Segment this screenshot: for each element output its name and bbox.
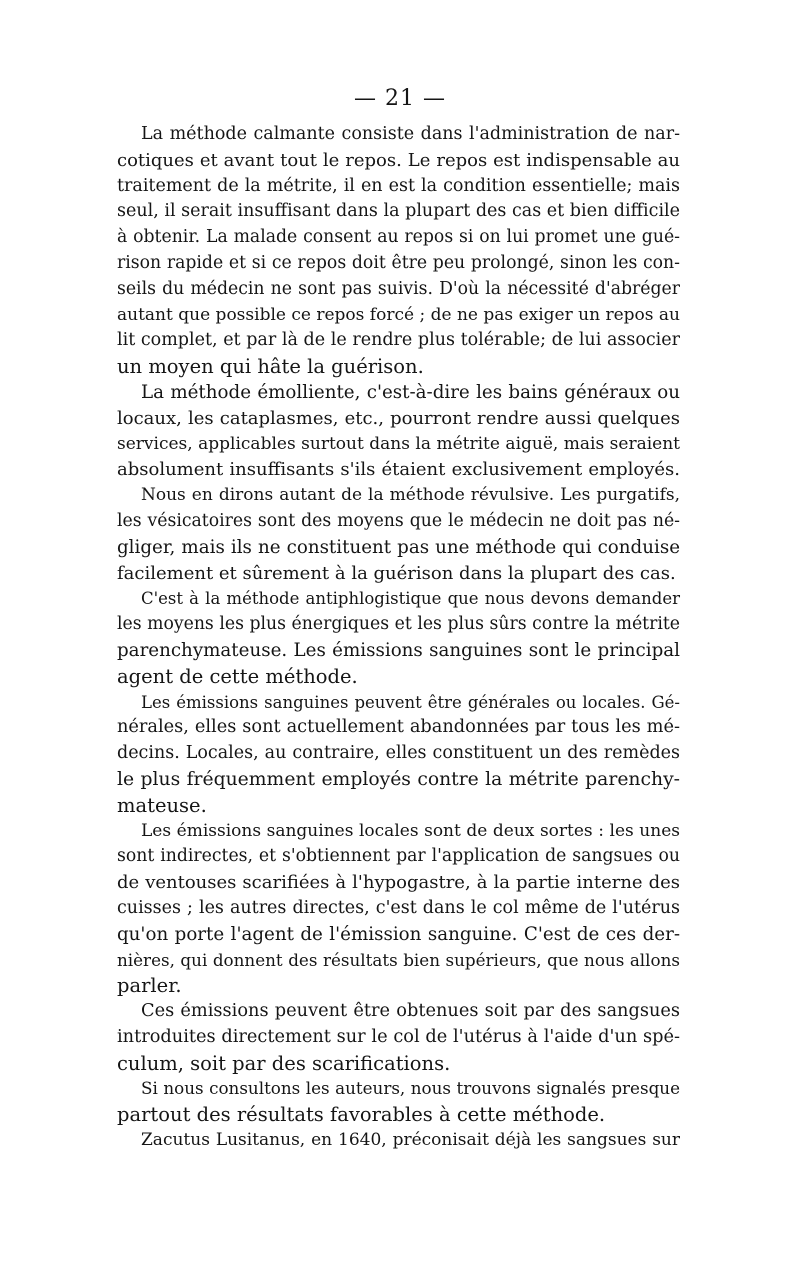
text-line: nérales, elles sont actuellement abandonnées par tous les mé- <box>117 717 680 738</box>
text-line: cotiques et avant tout le repos. Le repos est indispensable au <box>117 149 680 171</box>
text-line: parler. <box>117 974 182 998</box>
text-line: sont indirectes, et s'obtiennent par l'application de sangsues ou <box>117 846 680 867</box>
text-line: locaux, les cataplasmes, etc., pourront rendre aussi quelques <box>117 407 680 429</box>
text-line: culum, soit par des scarifications. <box>117 1051 451 1075</box>
text-line: agent de cette méthode. <box>117 664 358 688</box>
text-line: Les émissions sanguines locales sont de deux sortes : les unes <box>141 820 680 841</box>
text-line: cuisses ; les autres directes, c'est dans le col même de l'utérus <box>117 897 680 918</box>
text-line: partout des résultats favorables à cette méthode. <box>117 1103 606 1127</box>
text-line: qu'on porte l'agent de l'émission sanguine. C'est de ces der- <box>117 923 680 945</box>
text-line: nières, qui donnent des résultats bien supérieurs, que nous allons <box>117 949 680 970</box>
text-line: Si nous consultons les auteurs, nous trouvons signalés presque <box>141 1078 680 1099</box>
text-line: introduites directement sur le col de l'utérus à l'aide d'un spé- <box>117 1026 680 1047</box>
text-line: La méthode émolliente, c'est-à-dire les bains généraux ou <box>141 381 680 403</box>
text-line: C'est à la méthode antiphlogistique que nous devons demander <box>141 589 680 609</box>
page-number: — 21 — <box>354 86 446 111</box>
text-line: le plus fréquemment employés contre la métrite parenchy- <box>117 768 680 790</box>
text-line: Nous en dirons autant de la méthode révulsive. Les purgatifs, <box>141 485 680 506</box>
text-line: de ventouses scarifiées à l'hypogastre, à la partie interne des <box>117 872 680 894</box>
text-line: mateuse. <box>117 793 207 817</box>
text-line: Ces émissions peuvent être obtenues soit par des sangsues <box>141 1001 680 1022</box>
text-line: lit complet, et par là de le rendre plus tolérable; de lui associer <box>117 330 680 351</box>
text-line: rison rapide et si ce repos doit être peu prolongé, sinon les con- <box>117 252 680 273</box>
text-line: Les émissions sanguines peuvent être générales ou locales. Gé- <box>141 692 680 712</box>
text-line: decins. Locales, au contraire, elles constituent un des remèdes <box>117 743 680 764</box>
body-text <box>117 122 680 1154</box>
text-line: facilement et sûrement à la guérison dans la plupart des cas. <box>117 562 676 584</box>
text-line: les moyens les plus énergiques et les plus sûrs contre la métrite <box>117 614 680 635</box>
text-line: gliger, mais ils ne constituent pas une méthode qui conduise <box>117 536 680 558</box>
text-line: Zacutus Lusitanus, en 1640, préconisait déjà les sangsues sur <box>141 1130 680 1151</box>
text-line: à obtenir. La malade consent au repos si on lui promet une gué- <box>117 227 680 248</box>
text-line: autant que possible ce repos forcé ; de ne pas exiger un repos au <box>117 304 680 325</box>
text-line: les vésicatoires sont des moyens que le médecin ne doit pas né- <box>117 510 680 531</box>
text-line: seul, il serait insuffisant dans la plupart des cas et bien difficile <box>117 201 680 222</box>
text-line: traitement de la métrite, il en est la condition essentielle; mais <box>117 175 680 196</box>
text-line: La méthode calmante consiste dans l'administration de nar- <box>141 124 680 144</box>
text-line: absolument insuffisants s'ils étaient exclusivement employés. <box>117 459 680 481</box>
text-line: parenchymateuse. Les émissions sanguines sont le principal <box>117 639 680 661</box>
text-line: services, applicables surtout dans la métrite aiguë, mais seraient <box>117 433 680 454</box>
text-line: un moyen qui hâte la guérison. <box>117 355 424 379</box>
text-line: seils du médecin ne sont pas suivis. D'où la nécessité d'abréger <box>117 278 680 299</box>
